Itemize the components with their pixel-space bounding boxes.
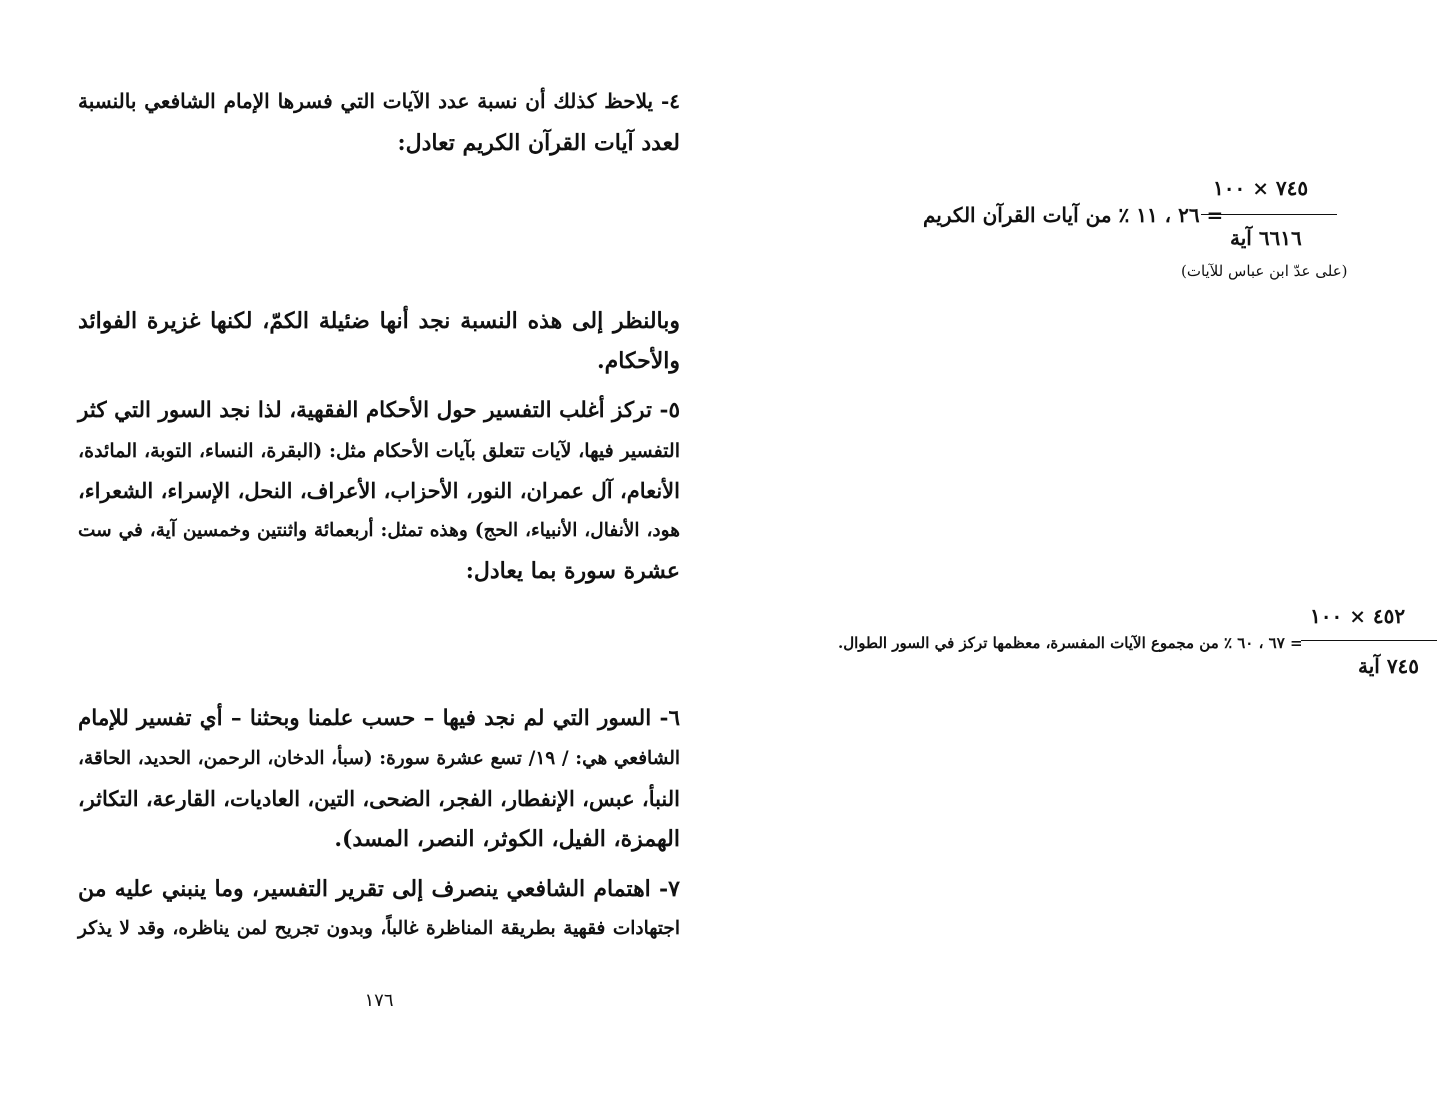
paragraph-5-line-5: عشرة سورة بما يعادل: bbox=[465, 558, 680, 584]
paragraph-7-line-1: ٧- اهتمام الشافعي ينصرف إلى تقرير التفسير، وما ينبني عليه من bbox=[78, 876, 680, 902]
formula-1-result: = ٢٦ ، ١١ ٪ من آيات القرآن الكريم bbox=[923, 203, 1224, 227]
paragraph-6-line-4: الهمزة، الفيل، الكوثر، النصر، المسد). bbox=[334, 826, 680, 852]
paragraph-5-line-4: هود، الأنفال، الأنبياء، الحج) وهذه تمثل: أربعمائة واثنتين وخمسين آية، في ست bbox=[78, 520, 680, 541]
formula-2-numerator: ٤٥٢ × ١٠٠ bbox=[1310, 604, 1406, 628]
paragraph-6-line-2: الشافعي هي: / ١٩/ تسع عشرة سورة: (سبأ، الدخان، الرحمن، الحديد، الحاقة، bbox=[78, 748, 680, 769]
paragraph-5-line-2: التفسير فيها، لآيات تتعلق بآيات الأحكام مثل: (البقرة، النساء، التوبة، المائدة، bbox=[78, 440, 680, 462]
paragraph-note-line-2: والأحكام. bbox=[596, 348, 680, 374]
paragraph-4-line-2: لعدد آيات القرآن الكريم تعادل: bbox=[397, 130, 680, 156]
page-number: ١٧٦ bbox=[364, 990, 394, 1011]
paragraph-6-line-1: ٦- السور التي لم نجد فيها – حسب علمنا وبحثنا – أي تفسير للإمام bbox=[78, 706, 680, 731]
formula-1-denominator: ٦٦١٦ آية bbox=[1230, 226, 1302, 250]
formula-2-fraction-bar bbox=[1301, 640, 1437, 641]
paragraph-note-line-1: وبالنظر إلى هذه النسبة نجد أنها ضئيلة الكمّ، لكنها غزيرة الفوائد bbox=[78, 308, 680, 334]
formula-1-numerator: ٧٤٥ × ١٠٠ bbox=[1213, 176, 1309, 200]
formula-2-denominator: ٧٤٥ آية bbox=[1358, 654, 1420, 678]
formula-2-result: = ٦٧ ، ٦٠ ٪ من مجموع الآيات المفسرة، معظمها تركز في السور الطوال. bbox=[838, 634, 1303, 652]
paragraph-5-line-1: ٥- تركز أغلب التفسير حول الأحكام الفقهية، لذا نجد السور التي كثر bbox=[78, 398, 680, 423]
paragraph-7-line-2: اجتهادات فقهية بطريقة المناظرة غالباً، وبدون تجريح لمن يناظره، وقد لا يذكر bbox=[78, 918, 680, 939]
formula-1-note: (على عدّ ابن عباس للآيات) bbox=[1181, 262, 1348, 280]
paragraph-4-line-1: ٤- يلاحظ كذلك أن نسبة عدد الآيات التي فسرها الإمام الشافعي بالنسبة bbox=[78, 89, 680, 113]
paragraph-6-line-3: النبأ، عبس، الإنفطار، الفجر، الضحى، التين، العاديات، القارعة، التكاثر، bbox=[77, 786, 680, 811]
paragraph-5-line-3: الأنعام، آل عمران، النور، الأحزاب، الأعراف، النحل، الإسراء، الشعراء، bbox=[78, 478, 680, 503]
